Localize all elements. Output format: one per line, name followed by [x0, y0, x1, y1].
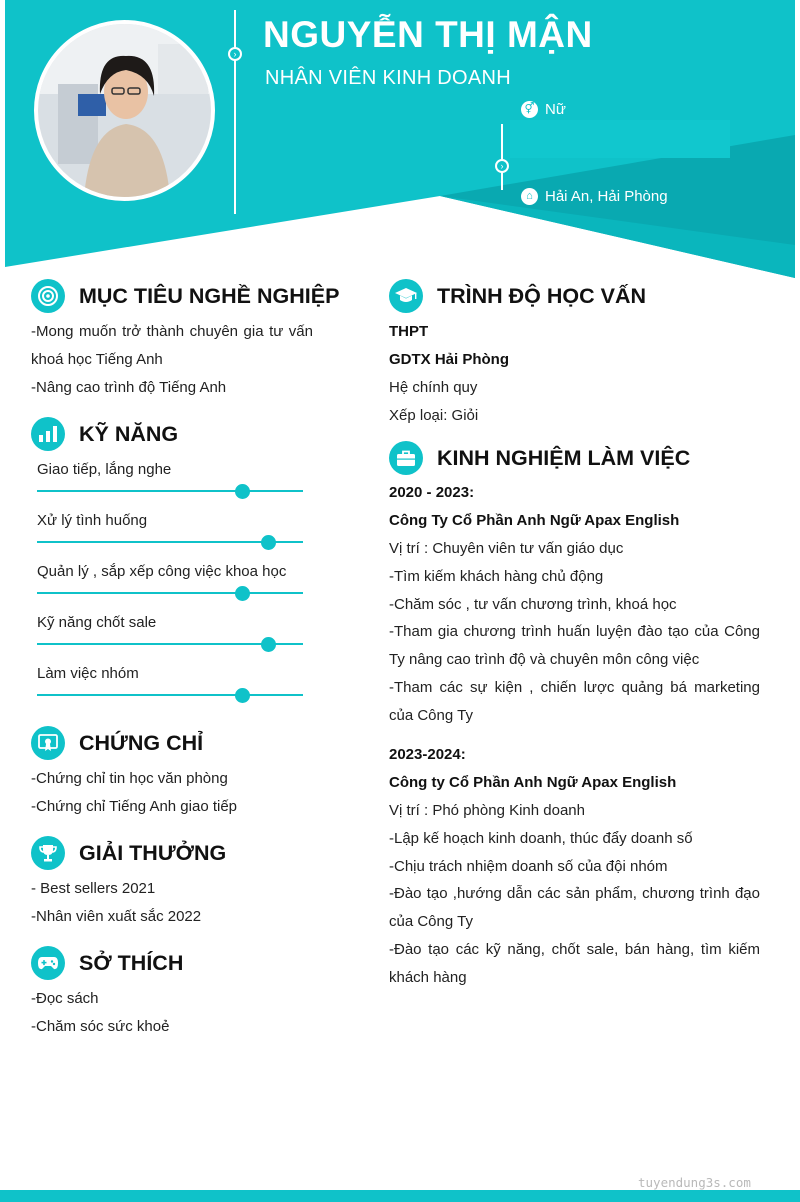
experience-title: KINH NGHIỆM LÀM VIỆC	[437, 445, 691, 470]
briefcase-icon	[389, 441, 423, 475]
education-title: TRÌNH ĐỘ HỌC VẤN	[437, 283, 647, 308]
education-heading	[389, 279, 646, 313]
hobby-item: -Đọc sách	[31, 990, 99, 1007]
career-goal-heading	[31, 279, 339, 313]
skills-heading	[31, 417, 178, 451]
skill-level-bar	[37, 643, 303, 645]
candidate-name: NGUYỄN THỊ MẬN	[263, 14, 593, 55]
watermark: tuyendung3s.com	[638, 1175, 751, 1190]
certificates-title: CHỨNG CHỈ	[79, 730, 204, 755]
info-divider-line	[501, 124, 503, 190]
job-duty: -Lập kế hoạch kinh doanh, thúc đẩy doanh số	[389, 830, 693, 847]
award-item: - Best sellers 2021	[31, 880, 156, 897]
career-goal-line-2: -Nâng cao trình độ Tiếng Anh	[31, 379, 227, 396]
certificate-item: -Chứng chỉ tin học văn phòng	[31, 770, 228, 787]
skill-level-knob	[235, 484, 250, 499]
certificate-item: -Chứng chỉ Tiếng Anh giao tiếp	[31, 798, 238, 815]
hobbies-heading	[31, 946, 183, 980]
education-level: THPT	[389, 323, 429, 340]
skill-label: Kỹ năng chốt sale	[37, 614, 157, 631]
skill-level-bar	[37, 490, 303, 492]
skill-label: Xử lý tình huống	[37, 512, 148, 529]
header-divider-dot: ›	[228, 47, 242, 61]
bottom-accent-bar	[0, 1190, 800, 1202]
skill-level-knob	[261, 637, 276, 652]
trophy-icon	[31, 836, 65, 870]
education-grade: Xếp loại: Giỏi	[389, 407, 479, 424]
address-text: Hải An, Hải Phòng	[545, 188, 668, 205]
skill-label: Làm việc nhóm	[37, 665, 139, 682]
gamepad-icon	[31, 946, 65, 980]
awards-heading	[31, 836, 226, 870]
job-duty: -Đào tạo các kỹ năng, chốt sale, bán hàng, tìm kiếm khách hàng	[389, 941, 760, 986]
gender-row	[521, 101, 566, 118]
job-duty: -Đào tạo ,hướng dẫn các sản phẩm, chương trình đạo của Công Ty	[389, 885, 760, 930]
award-item: -Nhân viên xuất sắc 2022	[31, 908, 202, 925]
skills-title: KỸ NĂNG	[79, 421, 179, 446]
header-divider-line	[234, 10, 236, 214]
profile-photo	[34, 20, 215, 201]
job-duty: -Tham các sự kiện , chiến lược quảng bá marketing của Công Ty	[389, 679, 760, 724]
certificates-heading	[31, 726, 203, 760]
career-goal-title: MỤC TIÊU NGHỀ NGHIỆP	[79, 283, 340, 308]
job-company: Công ty Cổ Phần Anh Ngữ Apax English	[389, 774, 677, 791]
job-role: Vị trí : Phó phòng Kinh doanh	[389, 802, 585, 819]
skill-level-knob	[261, 535, 276, 550]
job-period: 2023-2024:	[389, 746, 466, 763]
gender-text: Nữ	[545, 101, 566, 118]
bar-chart-icon	[31, 417, 65, 451]
education-school: GDTX Hải Phòng	[389, 351, 509, 368]
skill-level-bar	[37, 592, 303, 594]
candidate-position: NHÂN VIÊN KINH DOANH	[265, 67, 512, 89]
certificate-icon	[31, 726, 65, 760]
job-duty: -Tìm kiếm khách hàng chủ động	[389, 568, 604, 585]
graduation-cap-icon	[389, 279, 423, 313]
career-goal-text: -Mong muốn trở thành chuyên gia tư vấn khoá học Tiếng Anh	[31, 323, 313, 368]
experience-heading	[389, 441, 690, 475]
address-row	[521, 188, 668, 205]
hobby-item: -Chăm sóc sức khoẻ	[31, 1018, 170, 1035]
job-duty: -Chăm sóc , tư vấn chương trình, khoá học	[389, 596, 677, 613]
gender-icon: ⚥	[521, 101, 538, 118]
skill-level-bar	[37, 694, 303, 696]
home-icon: ⌂	[521, 188, 538, 205]
awards-title: GIẢI THƯỞNG	[79, 840, 227, 865]
skill-level-bar	[37, 541, 303, 543]
skill-label: Giao tiếp, lắng nghe	[37, 461, 172, 478]
job-period: 2020 - 2023:	[389, 484, 475, 501]
skill-level-knob	[235, 586, 250, 601]
hobbies-title: SỞ THÍCH	[79, 950, 184, 975]
skill-level-knob	[235, 688, 250, 703]
job-company: Công Ty Cổ Phần Anh Ngữ Apax English	[389, 512, 680, 529]
skill-label: Quản lý , sắp xếp công việc khoa học	[37, 563, 287, 580]
job-duty: -Tham gia chương trình huấn luyện đào tạo của Công Ty nâng cao trình độ và chuyên môn công việc	[389, 623, 760, 668]
job-duty: -Chịu trách nhiệm doanh số của đội nhóm	[389, 858, 668, 875]
job-role: Vị trí : Chuyên viên tư vấn giáo dục	[389, 540, 624, 557]
target-icon	[31, 279, 65, 313]
info-divider-dot: ›	[495, 159, 509, 173]
education-type: Hệ chính quy	[389, 379, 478, 396]
